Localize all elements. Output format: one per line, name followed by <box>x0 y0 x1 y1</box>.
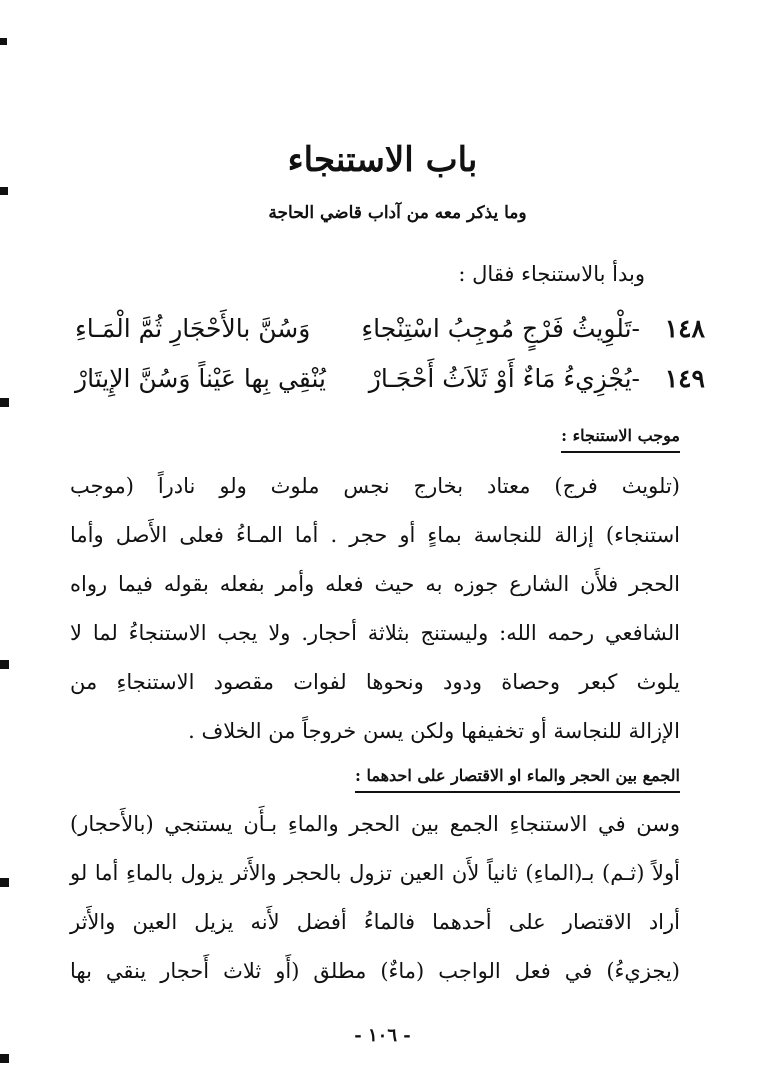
section-heading: موجب الاستنجاء : <box>561 426 680 453</box>
page-number: - ١٠٦ - <box>354 1025 411 1046</box>
verse-number: ١٤٩ <box>664 364 705 393</box>
paragraph-line: استنجاء) إزالة للنجاسة بماءٍ أو حجر . أما المـاءُ فعلى الأَصل وأما <box>70 523 680 547</box>
paragraph-line: الإزالة للنجاسة أو تخفيفها ولكن يسن خروجاً من الخلاف . <box>188 719 680 743</box>
scan-edge-mark <box>0 38 7 45</box>
verse-second-half: وَسُنَّ بالأَحْجَارِ ثُمَّ الْمَـاءِ <box>75 314 311 343</box>
scan-edge-mark <box>0 660 9 669</box>
paragraph-line: أولاً (ثـم) بـ(الماءِ) ثانياً لأَن العين تزول بالحجر والأَثر يزول بالماءِ أما لو <box>70 861 680 885</box>
paragraph-line: وسن في الاستنجاءِ الجمع بين الحجر والماءِ بـأَن يستنجي (بالأَحجار) <box>70 812 680 836</box>
verse-line <box>75 314 705 354</box>
scan-edge-mark <box>0 1054 9 1063</box>
paragraph-line: الحجر فلأَن الشارع جوزه به حيث فعله وأمر بفعله بقوله فيما رواه <box>70 572 680 596</box>
verse-second-half: يُنْقِي بِها عَيْناً وَسُنَّ الإِيتَارْ <box>75 364 326 393</box>
paragraph-line: (يجزيءُ) في فعل الواجب (ماءٌ) مطلق (أَو ثلاث أَحجار ينقي بها <box>70 959 680 983</box>
scan-edge-mark <box>0 187 8 195</box>
chapter-title: باب الاستنجاء <box>287 140 478 180</box>
verse-line <box>75 364 705 404</box>
scan-edge-mark <box>0 398 9 407</box>
paragraph-line: (تلويث فرج) معتاد بخارج نجس ملوث ولو نادراً (موجب <box>70 474 680 498</box>
scan-edge-mark <box>0 878 9 887</box>
paragraph-line: الشافعي رحمه الله: وليستنج بثلاثة أحجار. ولا يجب الاستنجاءُ لما لا <box>70 621 680 645</box>
section-heading: الجمع بين الحجر والماء او الاقتصار على احدهما : <box>355 766 680 793</box>
section-paragraph <box>70 462 680 756</box>
intro-text: وبدأ بالاستنجاء فقال : <box>458 262 645 286</box>
verse-number: ١٤٨ <box>664 314 705 343</box>
section-paragraph <box>70 800 680 996</box>
chapter-subtitle: وما يذكر معه من آداب قاضي الحاجة <box>268 203 527 223</box>
paragraph-line: أراد الاقتصار على أحدهما فالماءُ أفضل لأَنه يزيل العين والأَثر <box>70 910 680 934</box>
paragraph-line: يلوث كبعر وحصاة ودود ونحوها لفوات مقصود الاستنجاءِ من <box>70 670 680 694</box>
verse-first-half: -تَلْوِيثُ فَرْجٍ مُوجِبُ اسْتِنْجاءِ <box>361 314 640 343</box>
verse-first-half: -يُجْزِيءُ مَاءٌ أَوْ ثَلاَثُ أَحْجَـارْ <box>368 364 640 393</box>
